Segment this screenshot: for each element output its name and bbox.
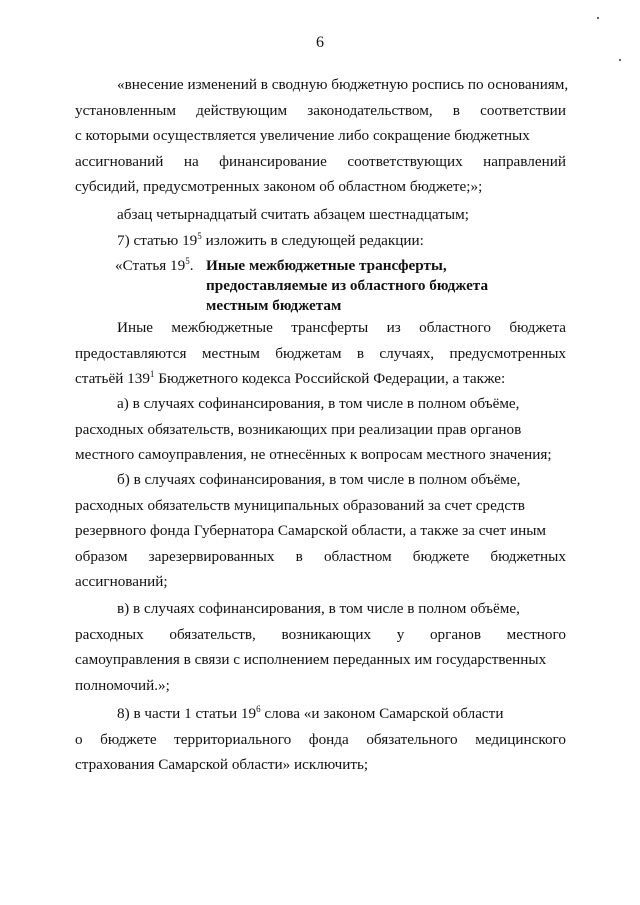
text-line: с которыми осуществляется увеличение либо сокращение бюджетных: [75, 127, 530, 144]
word: областном: [323, 547, 392, 565]
text-line: местного самоуправления, не отнесённых к вопросам местного значения;: [75, 446, 552, 463]
word: соответствии: [480, 101, 566, 119]
word: бюджетам: [275, 344, 342, 362]
word: на: [183, 152, 199, 170]
word: ассигнований: [75, 152, 164, 170]
word: бюджетных: [490, 547, 566, 565]
paragraph-budget-changes: [75, 72, 569, 200]
text-line-justified: [75, 315, 566, 341]
word: из: [386, 319, 401, 336]
word: бюджете: [412, 547, 470, 565]
word: расходных: [75, 625, 144, 643]
text-line: расходных обязательств, возникающих при реализации прав органов: [75, 420, 522, 438]
article-number: «Статья $19^5$.: [115, 256, 194, 274]
word: возникающих: [281, 625, 372, 643]
paragraph-transfers-intro: [75, 315, 566, 392]
word: бюджете: [100, 730, 157, 748]
word: предусмотренных: [449, 344, 566, 362]
word: в: [295, 547, 303, 565]
text-line-justified: [75, 341, 566, 367]
word: местного: [506, 625, 566, 643]
text-line: абзац четырнадцатый считать абзацем шестнадцатым;: [117, 206, 469, 223]
word: случаях,: [379, 344, 435, 362]
paragraph-renumber: [75, 202, 566, 228]
text-line: расходных обязательств муниципальных образований за счет средств: [75, 496, 525, 514]
word: действующим: [196, 101, 288, 119]
word: областного: [419, 319, 491, 336]
text-line-justified: [75, 544, 566, 570]
text-line-justified: [75, 98, 566, 124]
word: обязательств,: [169, 625, 256, 643]
text-line: ассигнований;: [75, 573, 168, 590]
paragraph-item-b: [75, 467, 566, 595]
superscript: 1: [149, 369, 155, 379]
word: в: [356, 344, 365, 362]
text-line: 7) статью $19^5$ изложить в следующей редакции:: [117, 231, 424, 249]
word: в: [452, 101, 460, 119]
word: местным: [201, 344, 260, 362]
superscript: 5: [197, 231, 202, 241]
word: Иные: [117, 319, 154, 336]
paragraph-item-7: [75, 228, 566, 254]
word: фонда: [308, 730, 349, 748]
text-line-justified: [75, 622, 566, 648]
scan-speck: [597, 17, 599, 19]
word: бюджета: [509, 319, 566, 336]
page-number: 6: [316, 34, 324, 51]
word: межбюджетные: [171, 319, 273, 336]
superscript: 5: [185, 256, 190, 266]
word: зарезервированных: [148, 547, 275, 565]
paragraph-item-c: [75, 596, 566, 698]
article-title: Иные межбюджетные трансферты, предоставляемые из областного бюджета местным бюджетам: [206, 257, 489, 314]
word: установленным: [75, 101, 176, 119]
scan-speck: [619, 59, 621, 61]
superscript: 6: [256, 704, 261, 714]
word: медицинского: [475, 730, 566, 748]
word: обязательного: [366, 730, 458, 748]
word: законодательством,: [307, 101, 433, 119]
word: образом: [75, 547, 128, 565]
text-line-justified: [75, 727, 566, 753]
text-line: 8) в части 1 статьи $19^6$ слова «и законом Самарской области: [117, 704, 504, 722]
text-line: а) в случаях софинансирования, в том числе в полном объёме,: [117, 395, 520, 412]
text-line-justified: [75, 149, 566, 175]
word: финансирование: [219, 152, 327, 170]
word: предоставляются: [75, 344, 187, 362]
text-line: самоуправления в связи с исполнением переданных им государственных: [75, 651, 547, 668]
text-line: полномочий.»;: [75, 676, 170, 694]
word: соответствующих: [347, 152, 463, 170]
word: трансферты: [291, 319, 369, 336]
paragraph-item-a: [75, 391, 566, 468]
word: о: [75, 730, 83, 748]
paragraph-item-8: [75, 701, 566, 778]
text-line: страхования Самарской области» исключить;: [75, 756, 369, 773]
text-line: резервного фонда Губернатора Самарской области, а также за счет иным: [75, 522, 547, 539]
word: органов: [429, 625, 482, 643]
text-line: субсидий, предусмотренных законом об областном бюджете;»;: [75, 178, 483, 195]
word: направлений: [483, 152, 566, 170]
word: у: [396, 625, 405, 643]
text-line: статьёй $139^1$ Бюджетного кодекса Российской Федерации, а также:: [75, 369, 506, 387]
word: территориального: [174, 730, 292, 748]
text-line: б) в случаях софинансирования, в том числе в полном объёме,: [117, 471, 521, 488]
text-line: «внесение изменений в сводную бюджетную роспись по основаниям,: [117, 76, 569, 93]
text-line: в) в случаях софинансирования, в том числе в полном объёме,: [117, 600, 520, 617]
